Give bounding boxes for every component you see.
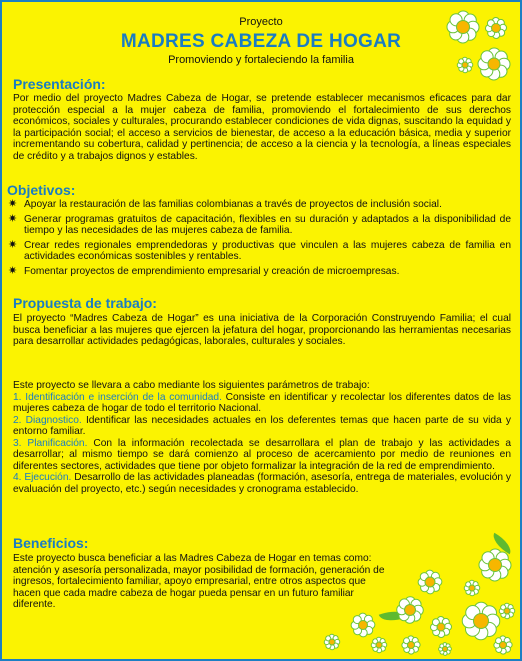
step-text: Identificar las necesidades actuales en los deferentes temas que hacen parte de su vida y entorno familiar.: [13, 414, 511, 437]
flower-center: [499, 641, 507, 649]
beneficios-heading: Beneficios:: [13, 535, 89, 551]
flower-center: [425, 577, 436, 588]
parametros-intro: Este proyecto se llevara a cabo mediante los siguientes parámetros de trabajo:: [13, 380, 370, 391]
step-text: Consiste en identificar y recolectar los diferentes datos de las mujeres cabeza de hogar de todo el territorio Nacional.: [13, 391, 512, 414]
flower-center: [469, 585, 476, 592]
daisy-flower-icon: [454, 54, 476, 76]
daisy-flower-icon: [398, 632, 424, 658]
step-label: 3. Planificación.: [13, 437, 88, 449]
flower-center: [491, 23, 501, 33]
presentacion-heading: Presentación:: [13, 76, 106, 92]
step-label: 2. Diagnostico.: [13, 414, 82, 426]
daisy-flower-icon: [496, 600, 518, 622]
daisy-flower-icon: [472, 42, 516, 86]
parametro-step: [13, 438, 511, 473]
step-text: Con la información recolectada se desarrollara el plan de trabajo y las actividades a desarrollar; al mismo tiempo se dará comienzo al proceso de acercamiento por medio de reuniones en diferentes sectores, actividades que tiene por objeto formalizar la integración de la red de emprendimiento.: [13, 437, 512, 472]
flower-center: [407, 641, 415, 649]
parametros-block: [13, 380, 511, 495]
daisy-flower-icon: [490, 632, 516, 658]
objetivo-text: Apoyar la restauración de las familias colombianas a través de proyectos de inclusión social.: [24, 199, 442, 210]
flower-center: [358, 620, 368, 630]
objetivo-text: Crear redes regionales emprendedoras y productivas que vinculen a las mujeres cabeza de familia en actividades económicas sostenibles y rentables.: [24, 239, 511, 262]
objetivo-text: Fomentar proyectos de emprendimiento empresarial y creación de microempresas.: [24, 265, 400, 277]
asterisk-bullet-icon: ✷: [8, 238, 18, 251]
daisy-flower-icon: [480, 12, 512, 44]
step-label: 1. Identificación e inserción de la comunidad.: [13, 391, 222, 403]
beneficios-text: Este proyecto busca beneficiar a las Madres Cabeza de Hogar en temas como: atención y asesoría personalizada, mayor posibilidad de formación, generación de ingresos, fortalecimiento familiar, apoyo empresarial, entre otros aspectos que hacen que cada madre cabeza de hogar pueda pensar en un futuro familiar diferente.: [13, 553, 385, 610]
flower-center: [488, 58, 501, 71]
header-kicker: Proyecto: [239, 16, 283, 28]
flower-center: [404, 604, 416, 616]
list-item: [6, 199, 511, 211]
objetivo-text: Generar programas gratuitos de capacitación, flexibles en su duración y adaptados a la disponibilidad de tiempo y las necesidades de las mujeres cabeza de familia.: [24, 213, 511, 236]
flower-center: [473, 613, 489, 629]
page-subtitle: Promoviendo y fortaleciendo la familia: [168, 54, 354, 66]
asterisk-bullet-icon: ✷: [8, 198, 18, 210]
presentacion-text: Por medio del proyecto Madres Cabeza de Hogar, se pretende establecer mecanismos eficaces para dar protección especial a la mujer cabeza de familia, promoviendo el fortalecimiento de sus derechos económicos, sociales y culturales, procurando establecer condiciones de vida dignas, suscitando la equidad y la participación social; el acceso a servicios de bienestar, de acceso a la educación básica, media y superior incrementando su cobertura, calidad y pertinencia; de acceso a la ciencia y la tecnología, a líneas especiales de crédito y a trabajos dignos y estables.: [13, 93, 511, 162]
flower-center: [329, 639, 336, 646]
propuesta-text: El proyecto “Madres Cabeza de Hogar” es una iniciativa de la Corporación Construyendo Familia; el cual busca beneficiar a las mujeres que ejercen la jefatura del hogar, proporcionando las herramientas necesarias para desarrollar actividades pedagógicas, laborales, culturales y sociales.: [13, 313, 511, 347]
page-title: MADRES CABEZA DE HOGAR: [120, 31, 402, 52]
flower-center: [462, 62, 469, 69]
daisy-flower-icon: [390, 590, 430, 630]
flower-center: [376, 642, 383, 649]
list-item: [6, 214, 511, 237]
daisy-flower-icon: [320, 630, 344, 654]
asterisk-bullet-icon: ✷: [8, 212, 18, 225]
objetivos-heading: Objetivos:: [7, 182, 76, 198]
list-item: [6, 240, 511, 263]
parametro-step: [13, 415, 511, 438]
daisy-flower-icon: [368, 634, 390, 656]
objetivos-list: [6, 199, 511, 280]
daisy-flower-icon: [426, 612, 456, 642]
flower-center: [488, 558, 502, 572]
parametro-step: [13, 392, 511, 415]
propuesta-heading: Propuesta de trabajo:: [13, 295, 157, 311]
step-text: Desarrollo de las actividades planeadas (formación, asesoría, entrega de materiales, evolución y evaluación del proyecto, etc.) según necesidades y cronograma establecido.: [13, 472, 511, 495]
flower-center: [456, 20, 470, 34]
step-label: 4. Ejecución.: [13, 472, 72, 483]
asterisk-bullet-icon: ✷: [8, 264, 18, 277]
daisy-flower-icon: [436, 640, 454, 658]
flower-center: [437, 623, 446, 632]
flower-center: [504, 608, 511, 615]
flower-center: [442, 646, 448, 652]
list-item: [6, 266, 511, 278]
parametro-step: [13, 472, 511, 495]
